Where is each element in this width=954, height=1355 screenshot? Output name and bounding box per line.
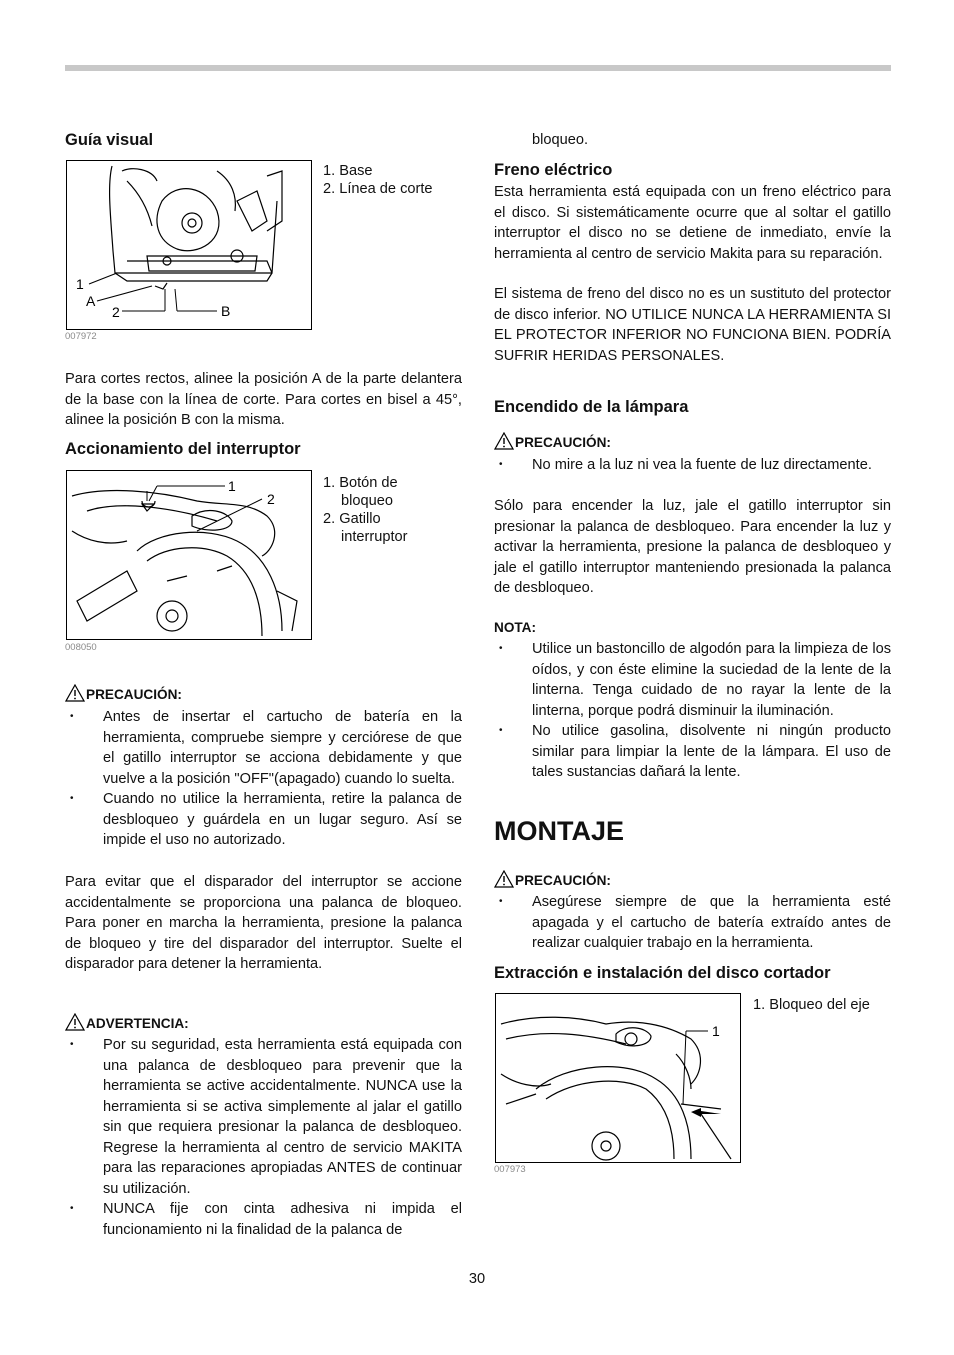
section-title-montaje: MONTAJE [494, 816, 625, 846]
legend-item: 2. Línea de corte [323, 181, 433, 197]
warning-triangle-icon [494, 432, 514, 450]
heading-freno: Freno eléctrico [494, 161, 613, 179]
caution-label: PRECAUCIÓN: [86, 687, 182, 702]
figure-guia-visual [66, 160, 312, 330]
caution-list [65, 707, 462, 851]
caution-heading [65, 684, 182, 702]
warning-heading [65, 1013, 189, 1031]
warning-triangle-icon [65, 684, 85, 702]
caution-label: PRECAUCIÓN: [515, 435, 611, 450]
callout-1: 1 [712, 1023, 720, 1039]
legend-item: interruptor [341, 529, 408, 545]
list-item: • No utilice gasolina, disolvente ni ningún producto similar para limpiar la lente de la lámpara. El uso de tales sustancias dañará la lente. [494, 721, 891, 783]
paragraph-freno-2: El sistema de freno del disco no es un sustituto del protector de disco inferior. NO UTILICE NUNCA LA HERRAMIENTA SI EL PROTECTOR INFERIOR NO FUNCIONA BIEN. PODRÍA SUFRIR HERIDAS PERSONALES. [494, 286, 891, 364]
paragraph-lampara: Sólo para encender la luz, jale el gatillo interruptor sin presionar la palanca de desbloqueo. Para encender la luz y activar la herramienta, presione la palanca de desbloqueo y jale el gatillo interruptor manteniendo presionada la palanca de desbloqueo. [494, 498, 891, 596]
callout-2: 2 [267, 491, 275, 507]
figure-interruptor [66, 470, 312, 640]
legend-interruptor [323, 474, 408, 546]
list-item: • Cuando no utilice la herramienta, retire la palanca de desbloqueo y guárdela en un lugar seguro. Así se impide el uso no autorizado. [65, 789, 462, 851]
list-item: • No mire a la luz ni vea la fuente de luz directamente. [494, 455, 891, 476]
callout-2: 2 [112, 304, 120, 320]
arrow-icon [691, 1108, 721, 1117]
figure-code: 008050 [65, 642, 97, 653]
caution-list [494, 455, 891, 476]
paragraph-cortes: Para cortes rectos, alinee la posición A de la parte delantera de la base con la línea de corte. Para cortes en bisel a 45°, alinee la posición B con la misma. [65, 371, 462, 428]
heading-lampara: Encendido de la lámpara [494, 398, 689, 416]
legend-item: 1. Base [323, 163, 373, 179]
list-item: • Por su seguridad, esta herramienta está equipada con una palanca de desbloqueo para prevenir que la herramienta se active accidentalmente. NUNCA use la herramienta si se activa simplemente al jalar el gatillo sin que requiera presionar la palanca de desbloqueo. Regrese la herramienta al centro de servicio MAKITA para las reparaciones apropiadas ANTES de continuar su utilización. [65, 1035, 462, 1199]
callout-1: 1 [76, 276, 84, 292]
figure-code: 007972 [65, 331, 97, 342]
figure-code: 007973 [494, 1164, 526, 1175]
warning-label: ADVERTENCIA: [86, 1016, 189, 1031]
legend-item: 2. Gatillo [323, 511, 381, 527]
note-list [494, 639, 891, 783]
paragraph-freno-1: Esta herramienta está equipada con un freno eléctrico para el disco. Si sistemáticamente ocurre que al soltar el gatillo interruptor el disco no se detiene de inmediato, envíe la herramienta al centro de servicio Makita para su reparación. [494, 184, 891, 262]
warning-triangle-icon [65, 1013, 85, 1031]
continuation-text: bloqueo. [532, 132, 588, 148]
warning-triangle-icon [494, 870, 514, 888]
callout-1: 1 [228, 478, 236, 494]
list-item: • Asegúrese siempre de que la herramienta esté apagada y el cartucho de batería extraído antes de realizar cualquier trabajo en la herramienta. [494, 892, 891, 954]
list-item: • Antes de insertar el cartucho de batería en la herramienta, compruebe siempre y cerciórese de que el gatillo interruptor se acciona debidamente y que vuelve a la posición "OFF"(apagado) cuando lo suelta. [65, 707, 462, 789]
legend-item: bloqueo [341, 493, 393, 509]
list-item: • NUNCA fije con cinta adhesiva ni impida el funcionamiento ni la finalidad de la palanca de [65, 1199, 462, 1240]
caution-label: PRECAUCIÓN: [515, 873, 611, 888]
shaft-lock-illustration [496, 994, 740, 1162]
header-rule [65, 65, 891, 71]
note-heading [494, 620, 536, 635]
heading-extraccion: Extracción e instalación del disco cortador [494, 964, 831, 982]
paragraph-bloqueo: Para evitar que el disparador del interruptor se accione accidentalmente se proporciona una palanca de bloqueo. Para poner en marcha la herramienta, presione la palanca de bloqueo y tire del disparador del interruptor. Suelte el disparador para detener la herramienta. [65, 874, 462, 972]
switch-illustration [67, 471, 311, 639]
page-number: 30 [468, 1271, 486, 1287]
legend-disco [753, 996, 870, 1014]
callout-b: B [221, 303, 231, 319]
warning-list [65, 1035, 462, 1240]
note-label: NOTA: [494, 620, 537, 635]
heading-interruptor: Accionamiento del interruptor [65, 440, 301, 458]
legend-item: 1. Bloqueo del eje [753, 997, 870, 1013]
caution-heading [494, 870, 611, 888]
saw-base-illustration [67, 161, 311, 329]
figure-disco [495, 993, 741, 1163]
legend-guia-visual [323, 162, 433, 198]
legend-item: 1. Botón de [323, 475, 398, 491]
caution-heading [494, 432, 611, 450]
caution-list [494, 892, 891, 954]
heading-guia-visual: Guía visual [65, 131, 154, 149]
callout-a: A [86, 293, 96, 309]
list-item: • Utilice un bastoncillo de algodón para la limpieza de los oídos, y con éste elimine la suciedad de la lente de la linterna. Tenga cuidado de no rayar la lente de la linterna, porque podrá disminuir la iluminación. [494, 639, 891, 721]
